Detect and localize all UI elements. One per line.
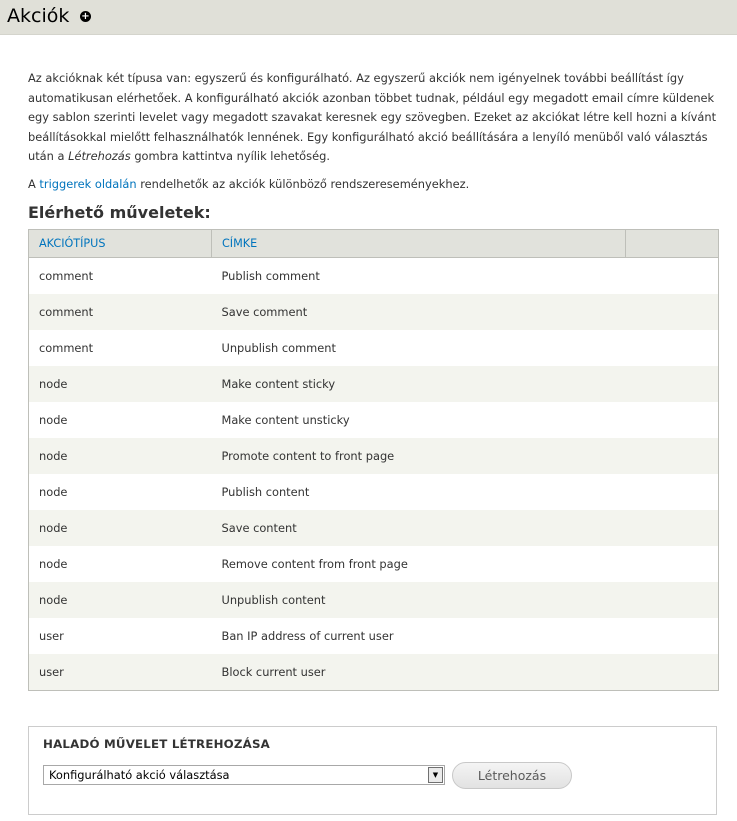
fieldset-legend: HALADÓ MŰVELET LÉTREHOZÁSA <box>43 737 270 751</box>
action-type-cell: node <box>29 582 212 618</box>
action-label-cell: Publish content <box>212 474 626 510</box>
table-row <box>29 546 719 582</box>
table-row <box>29 438 719 474</box>
action-label-cell: Save content <box>212 510 626 546</box>
action-label-cell: Make content sticky <box>212 366 626 402</box>
intro-text-part: Az akcióknak két típusa van: egyszerű és konfigurálható. Az egyszerű akciók nem igényelnek további beállítást így automatikusan elérhetőek. A konfigurálható akciók azonban többet tudnak, például egy megadott email címre küldenek egy sablon szerinti levelet vagy megadott szavakat keresnek egy szövegben. Ezeket az akciókat létre kell hozni a kívánt beállításokkal mielőtt felhasználhatók lennének. Egy konfigurálható akció beállítására a lenyíló menüből való választás után a <box>28 71 717 164</box>
actions-table <box>28 229 719 691</box>
operations-cell <box>626 474 719 510</box>
action-label-cell: Make content unsticky <box>212 402 626 438</box>
intro-text-part: gombra kattintva nyílik lehetőség. <box>130 149 330 164</box>
table-row <box>29 474 719 510</box>
action-label-cell: Save comment <box>212 294 626 330</box>
table-row <box>29 294 719 330</box>
page-header <box>0 0 737 35</box>
help-suffix: rendelhetők az akciók különböző rendszereseményekhez. <box>136 176 470 191</box>
intro-emphasis: Létrehozás <box>68 149 131 164</box>
plus-circle-icon[interactable]: + <box>81 11 90 22</box>
page-title: Akciók <box>7 5 70 27</box>
operations-cell <box>626 402 719 438</box>
operations-cell <box>626 510 719 546</box>
action-type-cell: comment <box>29 330 212 366</box>
table-row <box>29 402 719 438</box>
triggers-page-link[interactable]: triggerek oldalán <box>39 176 137 191</box>
action-type-cell: node <box>29 438 212 474</box>
operations-cell <box>626 257 719 294</box>
table-row <box>29 366 719 402</box>
main-content <box>28 69 718 691</box>
action-type-cell: user <box>29 654 212 691</box>
table-row <box>29 510 719 546</box>
operations-cell <box>626 294 719 330</box>
table-header-row <box>29 229 719 257</box>
table-row <box>29 618 719 654</box>
advanced-action-fieldset <box>28 726 717 815</box>
operations-cell <box>626 618 719 654</box>
operations-cell <box>626 582 719 618</box>
trigger-help-text <box>28 175 718 195</box>
section-title: Elérhető műveletek: <box>28 202 211 222</box>
table-row <box>29 654 719 691</box>
action-label-cell: Publish comment <box>212 257 626 294</box>
column-header-label[interactable]: CÍMKE <box>212 229 626 257</box>
table-row <box>29 582 719 618</box>
table-row <box>29 330 719 366</box>
column-header-operations <box>626 229 719 257</box>
operations-cell <box>626 654 719 691</box>
action-label-cell: Block current user <box>212 654 626 691</box>
action-label-cell: Promote content to front page <box>212 438 626 474</box>
create-button[interactable]: Létrehozás <box>452 762 572 789</box>
operations-cell <box>626 438 719 474</box>
table-row <box>29 257 719 294</box>
action-type-cell: node <box>29 546 212 582</box>
chevron-down-icon[interactable]: ▼ <box>428 767 443 783</box>
operations-cell <box>626 366 719 402</box>
action-select-value: Konfigurálható akció választása <box>49 768 230 782</box>
intro-text <box>28 69 718 167</box>
action-type-cell: node <box>29 510 212 546</box>
action-label-cell: Unpublish content <box>212 582 626 618</box>
action-type-cell: node <box>29 402 212 438</box>
column-header-action-type[interactable]: AKCIÓTÍPUS <box>29 229 212 257</box>
action-type-cell: comment <box>29 257 212 294</box>
action-select[interactable] <box>43 765 445 785</box>
action-type-cell: node <box>29 474 212 510</box>
action-label-cell: Ban IP address of current user <box>212 618 626 654</box>
operations-cell <box>626 330 719 366</box>
action-type-cell: user <box>29 618 212 654</box>
action-type-cell: comment <box>29 294 212 330</box>
action-type-cell: node <box>29 366 212 402</box>
action-label-cell: Unpublish comment <box>212 330 626 366</box>
action-label-cell: Remove content from front page <box>212 546 626 582</box>
help-prefix: A <box>28 176 40 191</box>
operations-cell <box>626 546 719 582</box>
